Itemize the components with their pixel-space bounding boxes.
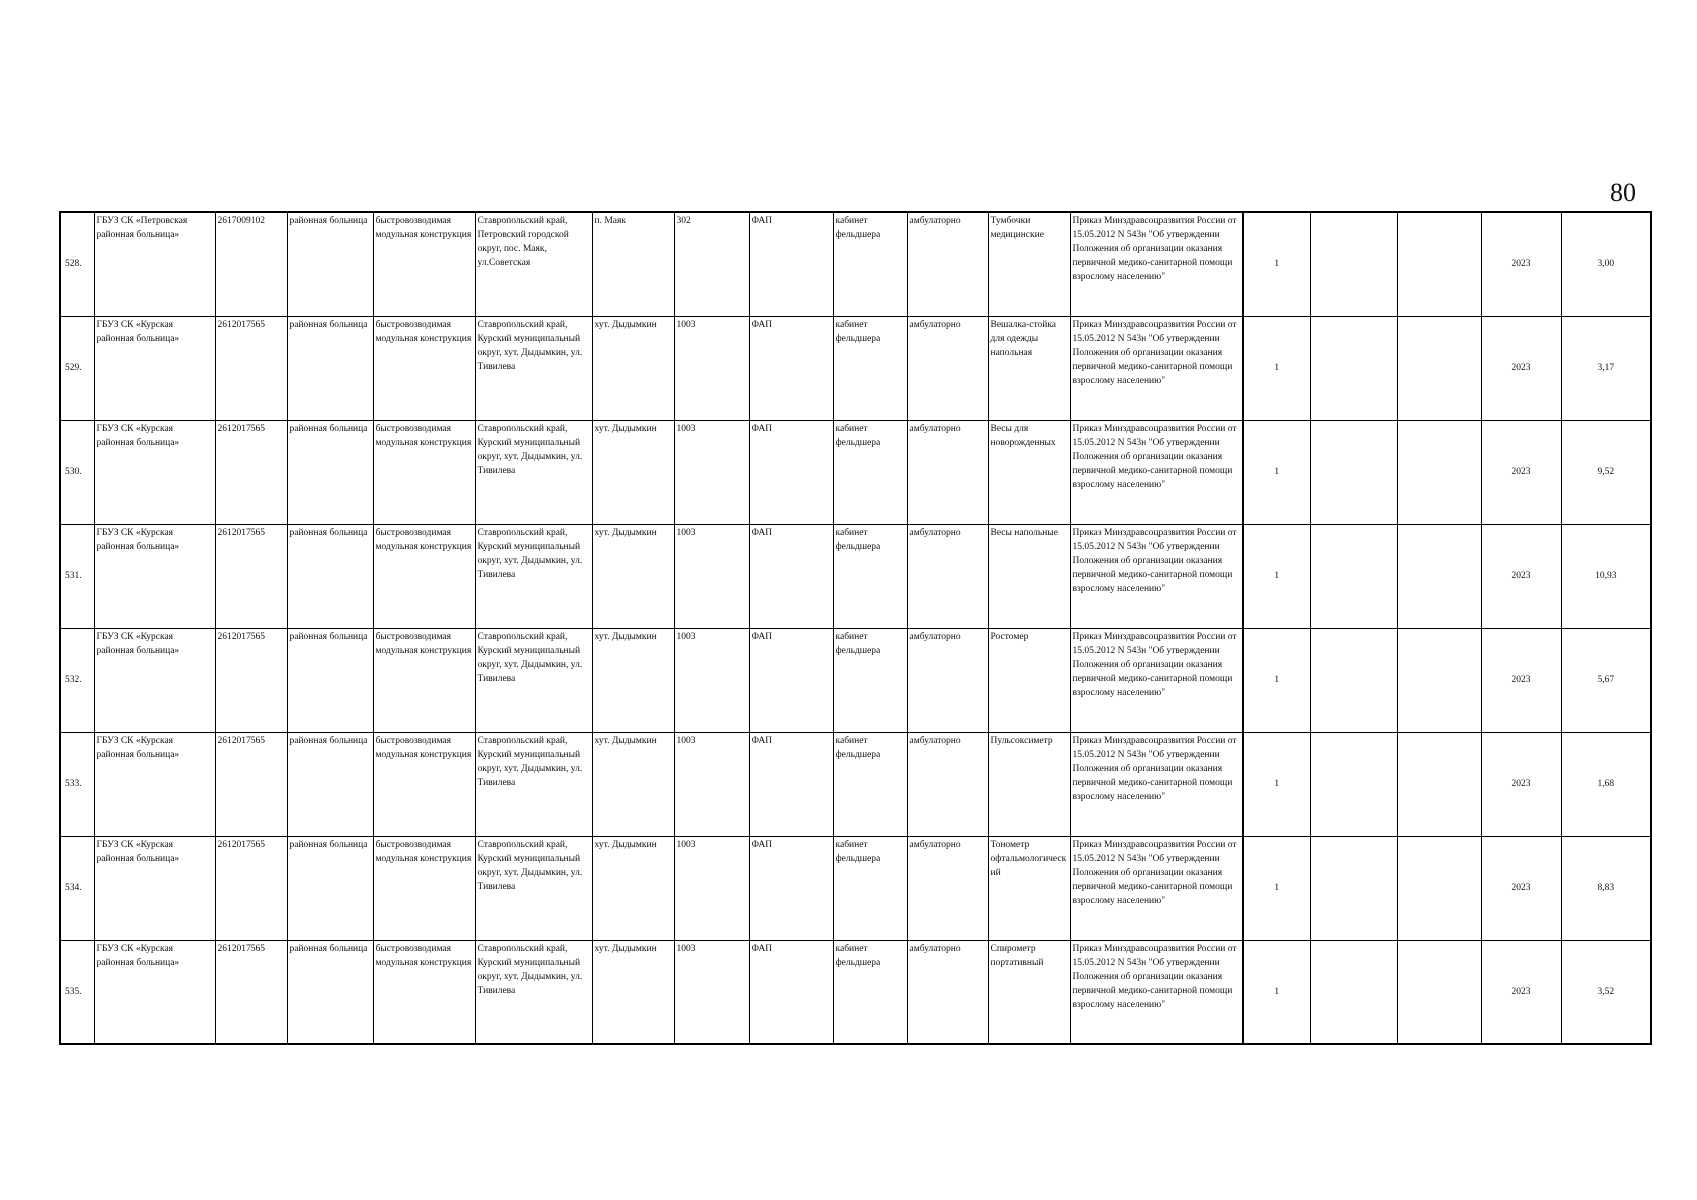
- building-type-cell: быстровозводимая модульная конструкция: [373, 524, 475, 628]
- equipment-name-cell: Спирометр портативный: [988, 940, 1070, 1044]
- year-cell: 2023: [1481, 420, 1561, 524]
- cost-cell: 9,52: [1561, 420, 1651, 524]
- building-type-cell: быстровозводимая модульная конструкция: [373, 836, 475, 940]
- care-mode-cell: амбулаторно: [907, 316, 988, 420]
- care-mode-cell: амбулаторно: [907, 732, 988, 836]
- population-cell: 1003: [674, 836, 749, 940]
- address-cell: Ставропольский край, Курский муниципальный округ, хут. Дыдымкин, ул. Тивилева: [475, 316, 592, 420]
- address-cell: Ставропольский край, Курский муниципальный округ, хут. Дыдымкин, ул. Тивилева: [475, 940, 592, 1044]
- organization-cell: ГБУЗ СК «Курская районная больница»: [94, 732, 215, 836]
- empty-cell: [1310, 524, 1397, 628]
- row-number: 534.: [60, 836, 94, 940]
- org-type-cell: районная больница: [287, 628, 373, 732]
- empty-cell: [1397, 732, 1481, 836]
- empty-cell: [1397, 524, 1481, 628]
- empty-cell: [1310, 628, 1397, 732]
- year-cell: 2023: [1481, 628, 1561, 732]
- organization-cell: ГБУЗ СК «Курская районная больница»: [94, 524, 215, 628]
- unit-type-cell: ФАП: [749, 940, 833, 1044]
- regulation-cell: Приказ Минздравсоцразвития России от 15.05.2012 N 543н "Об утверждении Положения об организации оказания первичной медико-санитарной помощи взрослому населению": [1070, 732, 1243, 836]
- year-cell: 2023: [1481, 316, 1561, 420]
- room-cell: кабинет фельдшера: [833, 628, 907, 732]
- year-cell: 2023: [1481, 212, 1561, 316]
- cost-cell: 10,93: [1561, 524, 1651, 628]
- row-number: 533.: [60, 732, 94, 836]
- empty-cell: [1397, 836, 1481, 940]
- cost-cell: 1,68: [1561, 732, 1651, 836]
- inn-cell: 2612017565: [215, 628, 287, 732]
- cost-cell: 8,83: [1561, 836, 1651, 940]
- table-body: [60, 212, 1651, 1044]
- unit-type-cell: ФАП: [749, 836, 833, 940]
- equipment-name-cell: Пульсоксиметр: [988, 732, 1070, 836]
- row-number: 531.: [60, 524, 94, 628]
- empty-cell: [1310, 316, 1397, 420]
- table-row: [60, 420, 1651, 524]
- table-row: [60, 628, 1651, 732]
- regulation-cell: Приказ Минздравсоцразвития России от 15.05.2012 N 543н "Об утверждении Положения об организации оказания первичной медико-санитарной помощи взрослому населению": [1070, 212, 1243, 316]
- table-row: [60, 940, 1651, 1044]
- empty-cell: [1397, 420, 1481, 524]
- care-mode-cell: амбулаторно: [907, 940, 988, 1044]
- population-cell: 1003: [674, 732, 749, 836]
- unit-type-cell: ФАП: [749, 212, 833, 316]
- regulation-cell: Приказ Минздравсоцразвития России от 15.05.2012 N 543н "Об утверждении Положения об организации оказания первичной медико-санитарной помощи взрослому населению": [1070, 316, 1243, 420]
- org-type-cell: районная больница: [287, 212, 373, 316]
- building-type-cell: быстровозводимая модульная конструкция: [373, 940, 475, 1044]
- empty-cell: [1310, 212, 1397, 316]
- quantity-cell: 1: [1243, 212, 1310, 316]
- row-number: 528.: [60, 212, 94, 316]
- empty-cell: [1397, 316, 1481, 420]
- address-cell: Ставропольский край, Курский муниципальный округ, хут. Дыдымкин, ул. Тивилева: [475, 836, 592, 940]
- empty-cell: [1310, 836, 1397, 940]
- building-type-cell: быстровозводимая модульная конструкция: [373, 316, 475, 420]
- unit-type-cell: ФАП: [749, 732, 833, 836]
- building-type-cell: быстровозводимая модульная конструкция: [373, 628, 475, 732]
- room-cell: кабинет фельдшера: [833, 836, 907, 940]
- inn-cell: 2612017565: [215, 732, 287, 836]
- equipment-name-cell: Весы напольные: [988, 524, 1070, 628]
- settlement-cell: хут. Дыдымкин: [592, 316, 674, 420]
- population-cell: 302: [674, 212, 749, 316]
- room-cell: кабинет фельдшера: [833, 940, 907, 1044]
- equipment-name-cell: Тонометр офтальмологический: [988, 836, 1070, 940]
- inn-cell: 2617009102: [215, 212, 287, 316]
- regulation-cell: Приказ Минздравсоцразвития России от 15.05.2012 N 543н "Об утверждении Положения об организации оказания первичной медико-санитарной помощи взрослому населению": [1070, 940, 1243, 1044]
- empty-cell: [1397, 212, 1481, 316]
- population-cell: 1003: [674, 316, 749, 420]
- settlement-cell: хут. Дыдымкин: [592, 940, 674, 1044]
- inn-cell: 2612017565: [215, 316, 287, 420]
- settlement-cell: хут. Дыдымкин: [592, 836, 674, 940]
- cost-cell: 3,00: [1561, 212, 1651, 316]
- room-cell: кабинет фельдшера: [833, 212, 907, 316]
- population-cell: 1003: [674, 940, 749, 1044]
- table-row: [60, 836, 1651, 940]
- settlement-cell: хут. Дыдымкин: [592, 628, 674, 732]
- care-mode-cell: амбулаторно: [907, 628, 988, 732]
- regulation-cell: Приказ Минздравсоцразвития России от 15.05.2012 N 543н "Об утверждении Положения об организации оказания первичной медико-санитарной помощи взрослому населению": [1070, 836, 1243, 940]
- quantity-cell: 1: [1243, 732, 1310, 836]
- cost-cell: 3,17: [1561, 316, 1651, 420]
- organization-cell: ГБУЗ СК «Курская районная больница»: [94, 940, 215, 1044]
- address-cell: Ставропольский край, Курский муниципальный округ, хут. Дыдымкин, ул. Тивилева: [475, 420, 592, 524]
- settlement-cell: хут. Дыдымкин: [592, 524, 674, 628]
- building-type-cell: быстровозводимая модульная конструкция: [373, 212, 475, 316]
- care-mode-cell: амбулаторно: [907, 212, 988, 316]
- quantity-cell: 1: [1243, 940, 1310, 1044]
- cost-cell: 5,67: [1561, 628, 1651, 732]
- room-cell: кабинет фельдшера: [833, 420, 907, 524]
- regulation-cell: Приказ Минздравсоцразвития России от 15.05.2012 N 543н "Об утверждении Положения об организации оказания первичной медико-санитарной помощи взрослому населению": [1070, 420, 1243, 524]
- inn-cell: 2612017565: [215, 420, 287, 524]
- room-cell: кабинет фельдшера: [833, 732, 907, 836]
- equipment-table: [59, 211, 1652, 1045]
- address-cell: Ставропольский край, Петровский городской округ, пос. Маяк, ул.Советская: [475, 212, 592, 316]
- care-mode-cell: амбулаторно: [907, 420, 988, 524]
- organization-cell: ГБУЗ СК «Курская районная больница»: [94, 628, 215, 732]
- quantity-cell: 1: [1243, 420, 1310, 524]
- inn-cell: 2612017565: [215, 940, 287, 1044]
- empty-cell: [1397, 940, 1481, 1044]
- page-number: 80: [1610, 178, 1636, 207]
- quantity-cell: 1: [1243, 836, 1310, 940]
- unit-type-cell: ФАП: [749, 524, 833, 628]
- population-cell: 1003: [674, 628, 749, 732]
- organization-cell: ГБУЗ СК «Курская районная больница»: [94, 316, 215, 420]
- equipment-name-cell: Тумбочки медицинские: [988, 212, 1070, 316]
- quantity-cell: 1: [1243, 316, 1310, 420]
- building-type-cell: быстровозводимая модульная конструкция: [373, 420, 475, 524]
- population-cell: 1003: [674, 524, 749, 628]
- equipment-name-cell: Ростомер: [988, 628, 1070, 732]
- year-cell: 2023: [1481, 836, 1561, 940]
- row-number: 532.: [60, 628, 94, 732]
- row-number: 530.: [60, 420, 94, 524]
- unit-type-cell: ФАП: [749, 420, 833, 524]
- table-row: [60, 732, 1651, 836]
- inn-cell: 2612017565: [215, 524, 287, 628]
- settlement-cell: хут. Дыдымкин: [592, 420, 674, 524]
- room-cell: кабинет фельдшера: [833, 524, 907, 628]
- quantity-cell: 1: [1243, 524, 1310, 628]
- address-cell: Ставропольский край, Курский муниципальный округ, хут. Дыдымкин, ул. Тивилева: [475, 628, 592, 732]
- table-row: [60, 316, 1651, 420]
- quantity-cell: 1: [1243, 628, 1310, 732]
- org-type-cell: районная больница: [287, 420, 373, 524]
- unit-type-cell: ФАП: [749, 628, 833, 732]
- room-cell: кабинет фельдшера: [833, 316, 907, 420]
- org-type-cell: районная больница: [287, 316, 373, 420]
- year-cell: 2023: [1481, 732, 1561, 836]
- year-cell: 2023: [1481, 940, 1561, 1044]
- empty-cell: [1310, 940, 1397, 1044]
- inn-cell: 2612017565: [215, 836, 287, 940]
- care-mode-cell: амбулаторно: [907, 524, 988, 628]
- organization-cell: ГБУЗ СК «Курская районная больница»: [94, 836, 215, 940]
- care-mode-cell: амбулаторно: [907, 836, 988, 940]
- settlement-cell: п. Маяк: [592, 212, 674, 316]
- unit-type-cell: ФАП: [749, 316, 833, 420]
- cost-cell: 3,52: [1561, 940, 1651, 1044]
- regulation-cell: Приказ Минздравсоцразвития России от 15.05.2012 N 543н "Об утверждении Положения об организации оказания первичной медико-санитарной помощи взрослому населению": [1070, 628, 1243, 732]
- settlement-cell: хут. Дыдымкин: [592, 732, 674, 836]
- org-type-cell: районная больница: [287, 524, 373, 628]
- equipment-name-cell: Весы для новорожденных: [988, 420, 1070, 524]
- org-type-cell: районная больница: [287, 940, 373, 1044]
- equipment-name-cell: Вешалка-стойка для одежды напольная: [988, 316, 1070, 420]
- address-cell: Ставропольский край, Курский муниципальный округ, хут. Дыдымкин, ул. Тивилева: [475, 732, 592, 836]
- org-type-cell: районная больница: [287, 836, 373, 940]
- table-row: [60, 212, 1651, 316]
- org-type-cell: районная больница: [287, 732, 373, 836]
- organization-cell: ГБУЗ СК «Курская районная больница»: [94, 420, 215, 524]
- organization-cell: ГБУЗ СК «Петровская районная больница»: [94, 212, 215, 316]
- building-type-cell: быстровозводимая модульная конструкция: [373, 732, 475, 836]
- regulation-cell: Приказ Минздравсоцразвития России от 15.05.2012 N 543н "Об утверждении Положения об организации оказания первичной медико-санитарной помощи взрослому населению": [1070, 524, 1243, 628]
- empty-cell: [1397, 628, 1481, 732]
- row-number: 535.: [60, 940, 94, 1044]
- year-cell: 2023: [1481, 524, 1561, 628]
- population-cell: 1003: [674, 420, 749, 524]
- empty-cell: [1310, 732, 1397, 836]
- table-row: [60, 524, 1651, 628]
- address-cell: Ставропольский край, Курский муниципальный округ, хут. Дыдымкин, ул. Тивилева: [475, 524, 592, 628]
- row-number: 529.: [60, 316, 94, 420]
- empty-cell: [1310, 420, 1397, 524]
